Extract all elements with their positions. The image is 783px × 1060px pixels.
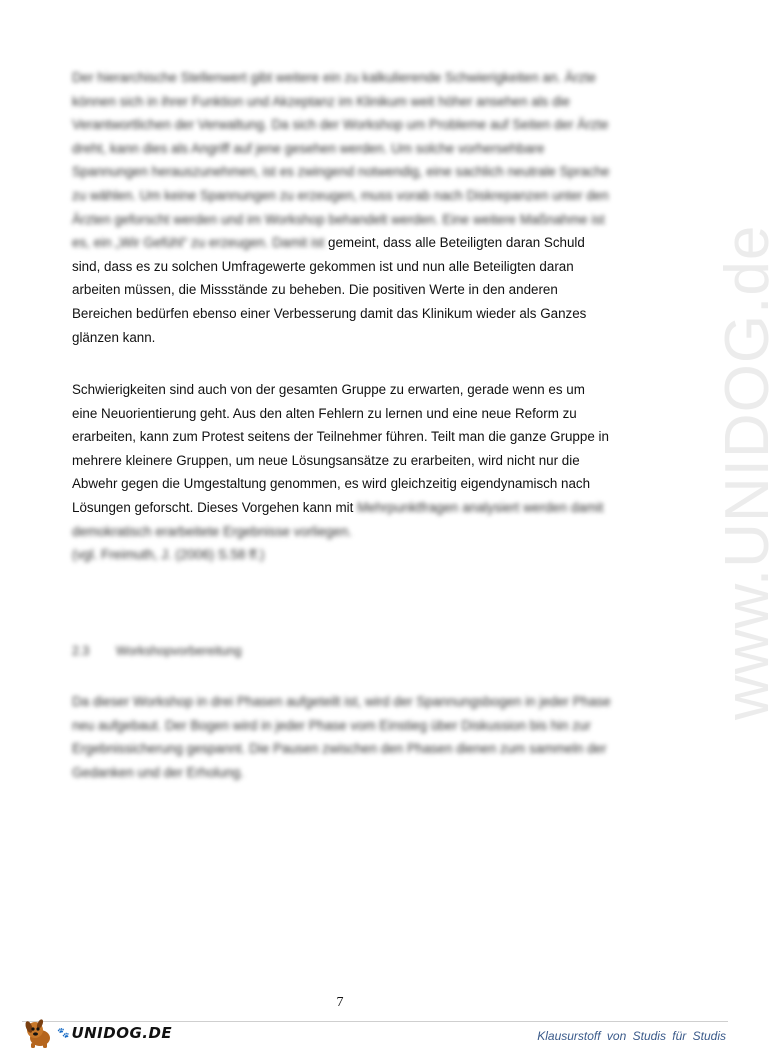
footer-logo bbox=[22, 1016, 172, 1050]
paragraph-1-visible-part: gemeint, dass alle Beteiligten daran Schuld sind, dass es zu solchen Umfragewerte gekommen ist und nun alle Beteiligten daran arbeiten müssen, die Missstände zu beheben. Die positiven Werte in den anderen Bereichen bedürfen ebenso einer Verbesserung damit das Klinikum wieder als Ganzes glänzen kann. bbox=[72, 235, 587, 345]
page-number: 7 bbox=[336, 995, 344, 1010]
section-title: Workshopvorbereitung bbox=[116, 644, 242, 658]
citation: (vgl. Freimuth, J. (2006) S.58 ff.) bbox=[72, 547, 265, 563]
paragraph-3: Da dieser Workshop in drei Phasen aufgeteilt ist, wird der Spannungsbogen in jeder Phase neu aufgebaut. Der Bogen wird in jeder Phase vom Einstieg über Diskussion bis hin zur Ergebnissicherung gespannt. Die Pausen zwischen den Phasen dienen zum sammeln der Gedanken und der Erholung. bbox=[72, 694, 611, 780]
footer-tagline: Klausurstoff von Studis für Studis bbox=[537, 1029, 726, 1043]
section-heading bbox=[72, 644, 242, 658]
section-number: 2.3 bbox=[72, 644, 90, 658]
paragraph-2-visible-part: Schwierigkeiten sind auch von der gesamten Gruppe zu erwarten, gerade wenn es um eine Neuorientierung geht. Aus den alten Fehlern zu lernen und eine neue Reform zu erarbeiten, kann zum Protest seitens der Teilnehmer führen. Teilt man die ganze Gruppe in mehrere kleinere Gruppen, um neue Lösungsansätze zu erarbeiten, wird nicht nur die Abwehr gegen die Umgestaltung genommen, es wird gleichzeitig eigendynamisch nach Lösungen geforscht. Dieses Vorgehen kann mit bbox=[72, 382, 609, 515]
paragraph-1-blurred-part: Der hierarchische Stellenwert gibt weitere ein zu kalkulierende Schwierigkeiten an. Ärzte können sich in ihrer Funktion und Akzeptanz im Klinikum weit höher ansehen als die Verantwortlichen der Verwaltung. Da sich der Workshop um Probleme auf Seiten der Ärzte dreht, kann dies als Angriff auf jene gesehen werden. Um solche vorhersehbare Spannungen herauszunehmen, ist es zwingend notwendig, eine sachlich neutrale Sprache zu wählen. Um keine Spannungen zu erzeugen, muss vorab nach Diskrepanzen unter den Ärzten geforscht werden und im Workshop behandelt werden. Eine weitere Maßnahme ist es, ein „Wir Gefühl“ zu erzeugen. Damit ist bbox=[72, 70, 610, 251]
watermark-text: www.UNIDOG.de bbox=[713, 224, 782, 720]
paragraph-1 bbox=[72, 66, 612, 349]
paragraph-2 bbox=[72, 378, 612, 567]
paw-icon: 🐾 bbox=[57, 1027, 70, 1039]
logo-text: UNIDOG.DE bbox=[71, 1024, 173, 1042]
dog-mascot-icon bbox=[22, 1016, 56, 1050]
paragraph-2-blurred-part: Mehrpunktfragen analysiert werden damit demokratisch erarbeitete Ergebnisse vorliegen. bbox=[72, 499, 604, 539]
